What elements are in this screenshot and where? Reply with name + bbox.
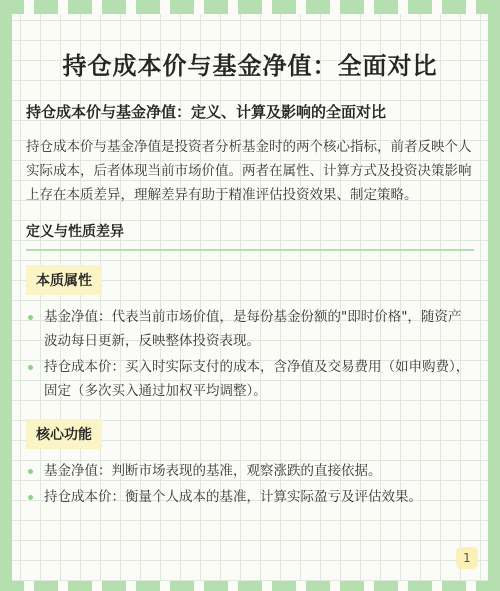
page-subtitle: 持仓成本价与基金净值：定义、计算及影响的全面对比 [26,103,387,121]
essence-list [26,305,474,403]
top-decorative-band [0,0,500,14]
document-page [12,14,488,581]
list-item [26,459,474,483]
bullet-dot-icon [28,315,33,320]
bullet-dot-icon [28,469,33,474]
bullet-dot-icon [28,365,33,370]
list-item-text: 基金净值：判断市场表现的基准，观察涨跌的直接依据。 [44,463,382,479]
group-tag-function: 核心功能 [26,419,102,449]
list-item-text: 基金净值：代表当前市场价值，是每份基金份额的"即时价格"，随资产波动每日更新，反映整体投资表现。 [44,309,462,349]
section-heading: 定义与性质差异 [26,221,474,251]
function-list [26,459,474,509]
left-border [0,0,12,591]
list-item-text: 持仓成本价：衡量个人成本的基准，计算实际盈亏及评估效果。 [44,489,422,505]
list-item [26,305,474,353]
page-number-badge: 1 [456,547,478,569]
list-item [26,485,474,509]
list-item [26,355,474,403]
bottom-decorative-band [0,581,500,591]
page-title: 持仓成本价与基金净值：全面对比 [62,52,438,80]
bullet-dot-icon [28,495,33,500]
right-border [488,0,500,591]
list-item-text: 持仓成本价：买入时实际支付的成本，含净值及交易费用（如申购费），固定（多次买入通过加权平均调整）。 [44,359,470,399]
intro-paragraph: 持仓成本价与基金净值是投资者分析基金时的两个核心指标，前者反映个人实际成本，后者体现当前市场价值。两者在属性、计算方式及投资决策影响上存在本质差异，理解差异有助于精准评估投资效果、制定策略。 [26,139,472,203]
group-tag-essence: 本质属性 [26,265,102,295]
